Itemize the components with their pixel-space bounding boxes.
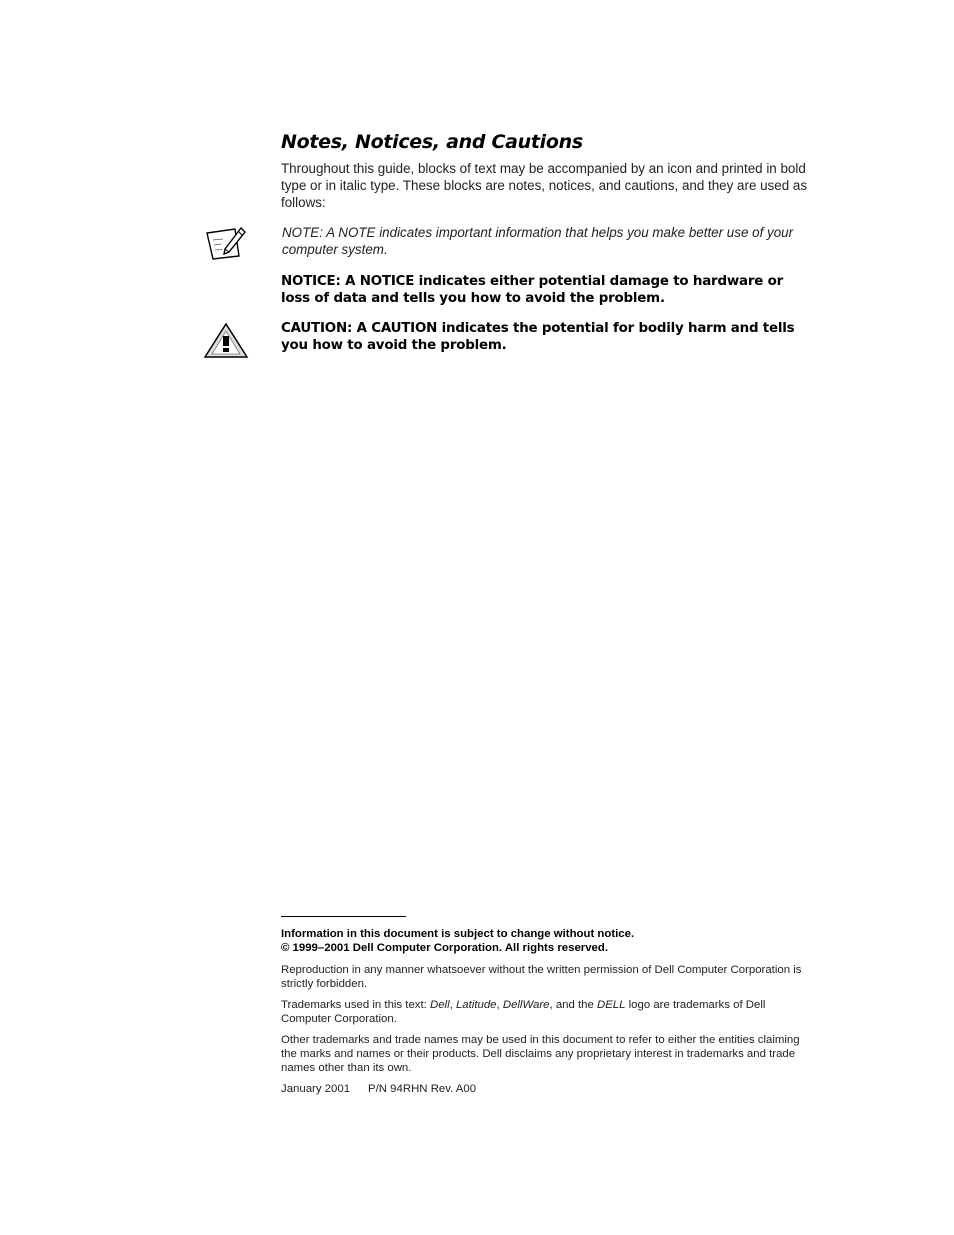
- copyright: © 1999–2001 Dell Computer Corporation. All rights reserved.: [281, 942, 609, 954]
- publication-info: [281, 1082, 816, 1096]
- trademarks-suffix: logo are trademarks of Dell Computer Corporation.: [281, 999, 766, 1025]
- caution-text: CAUTION: A CAUTION indicates the potential for bodily harm and tells you how to avoid the problem.: [281, 321, 795, 353]
- trademarks-sep: ,: [449, 999, 456, 1011]
- reproduction-notice: Reproduction in any manner whatsoever without the written permission of Dell Computer Corporation is strictly forbidden.: [281, 964, 802, 990]
- trademarks-mid: , and the: [549, 999, 597, 1011]
- part-number: P/N 94RHN Rev. A00: [368, 1083, 477, 1095]
- trademark-dellware: DellWare: [502, 999, 550, 1011]
- warning-triangle-icon: [203, 322, 249, 360]
- trademark-dell: Dell: [429, 999, 450, 1011]
- note-text: NOTE: A NOTE indicates important information that helps you make better use of your computer system.: [282, 225, 794, 257]
- pencil-note-icon: [205, 226, 247, 262]
- trademarks-prefix: Trademarks used in this text:: [281, 999, 430, 1011]
- change-notice-block: [281, 927, 816, 955]
- trademark-dell-logo: DELL: [596, 999, 626, 1011]
- footer-divider: [281, 916, 406, 917]
- trademark-latitude: Latitude: [455, 999, 497, 1011]
- other-trademarks-notice: Other trademarks and trade names may be used in this document to refer to either the entities claiming the marks and names or their products. Dell disclaims any proprietary interest in trademarks and trade names other than its own.: [281, 1034, 800, 1074]
- trademarks-notice: [281, 998, 816, 1026]
- trademarks-sep: ,: [496, 999, 503, 1011]
- intro-paragraph: Throughout this guide, blocks of text may be accompanied by an icon and printed in bold type or in italic type. These blocks are notes, notices, and cautions, and they are used as follows:: [281, 161, 808, 210]
- page-title: Notes, Notices, and Cautions: [281, 131, 583, 153]
- change-notice: Information in this document is subject to change without notice.: [281, 928, 635, 940]
- notice-text: NOTICE: A NOTICE indicates either potential damage to hardware or loss of data and tells you how to avoid the problem.: [281, 274, 784, 306]
- publication-date: January 2001: [281, 1083, 351, 1095]
- legal-footer: [281, 927, 816, 1103]
